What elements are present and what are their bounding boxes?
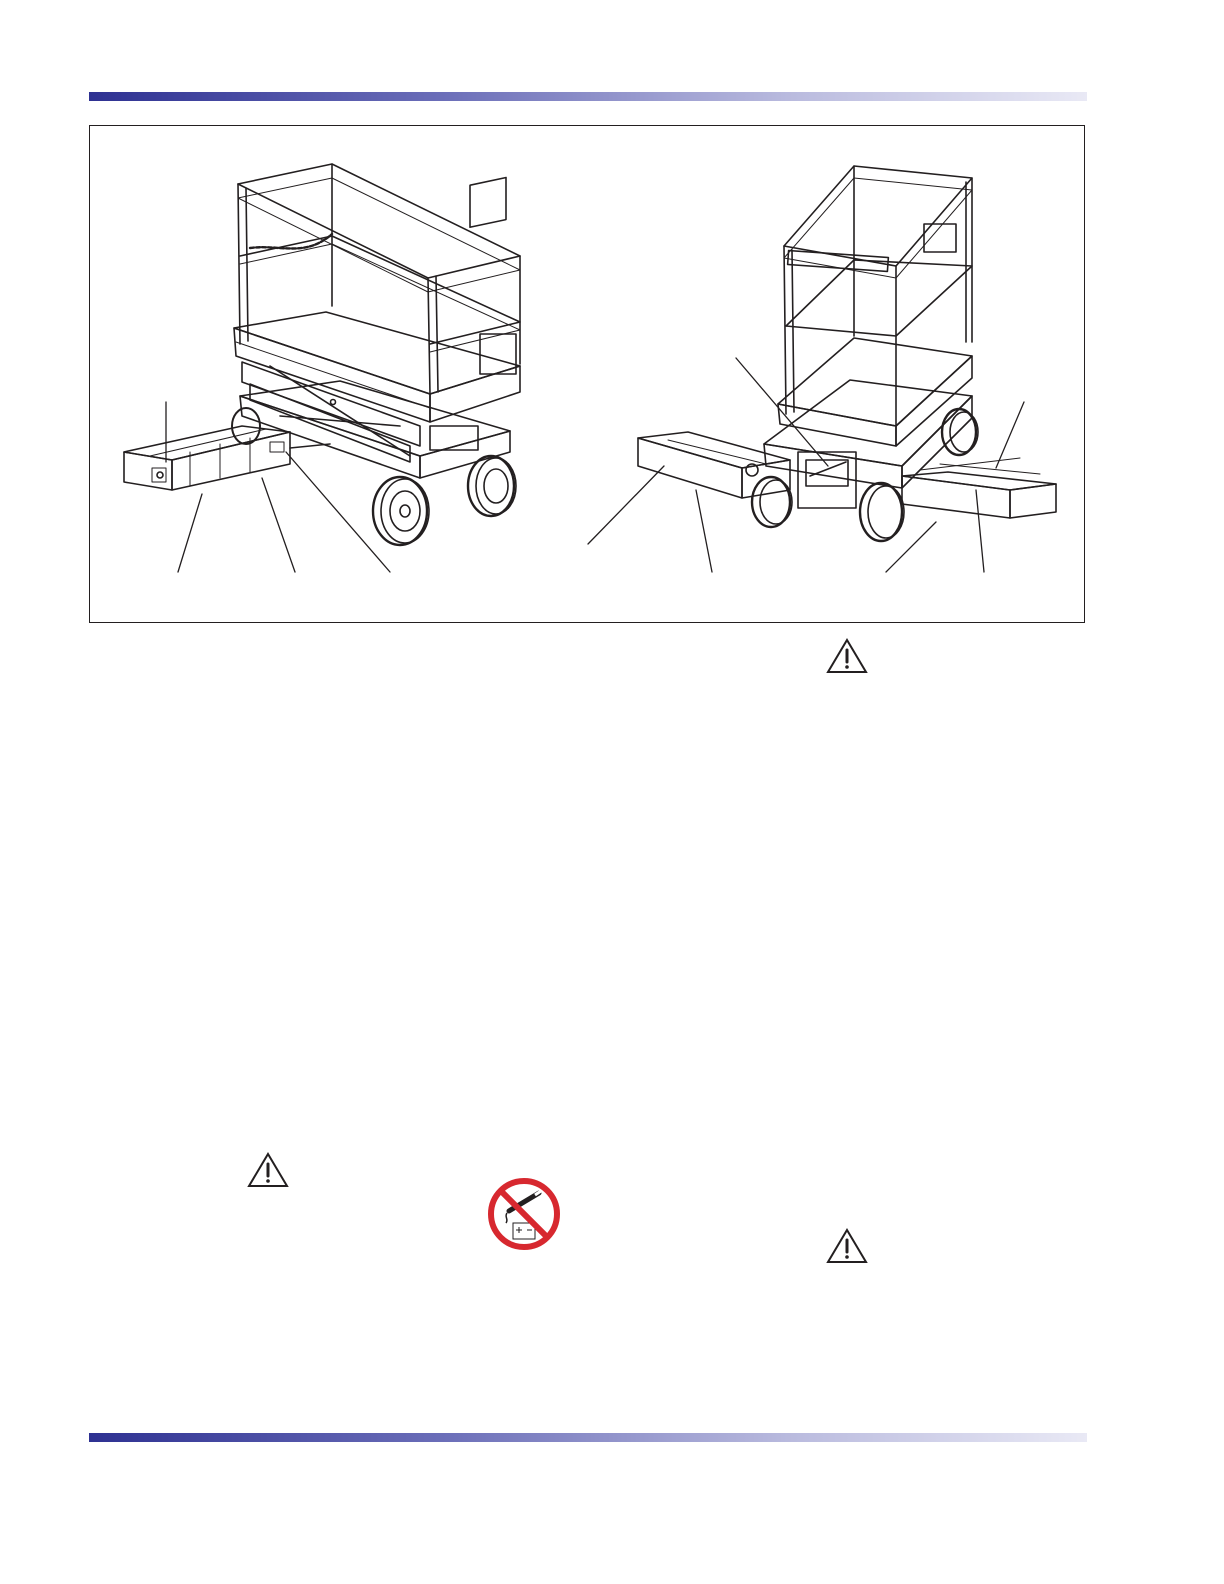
left-scissor-lift	[124, 164, 520, 572]
scissor-lift-illustration	[90, 126, 1086, 624]
warning-triangle-icon	[826, 638, 868, 674]
header-rule	[89, 92, 1087, 101]
warning-triangle-icon	[826, 1228, 868, 1264]
no-smoking-battery-icon	[487, 1177, 561, 1251]
right-scissor-lift	[588, 166, 1056, 572]
footer-rule	[89, 1433, 1087, 1442]
battery-tray-figure	[89, 125, 1085, 623]
warning-triangle-icon	[247, 1152, 289, 1188]
